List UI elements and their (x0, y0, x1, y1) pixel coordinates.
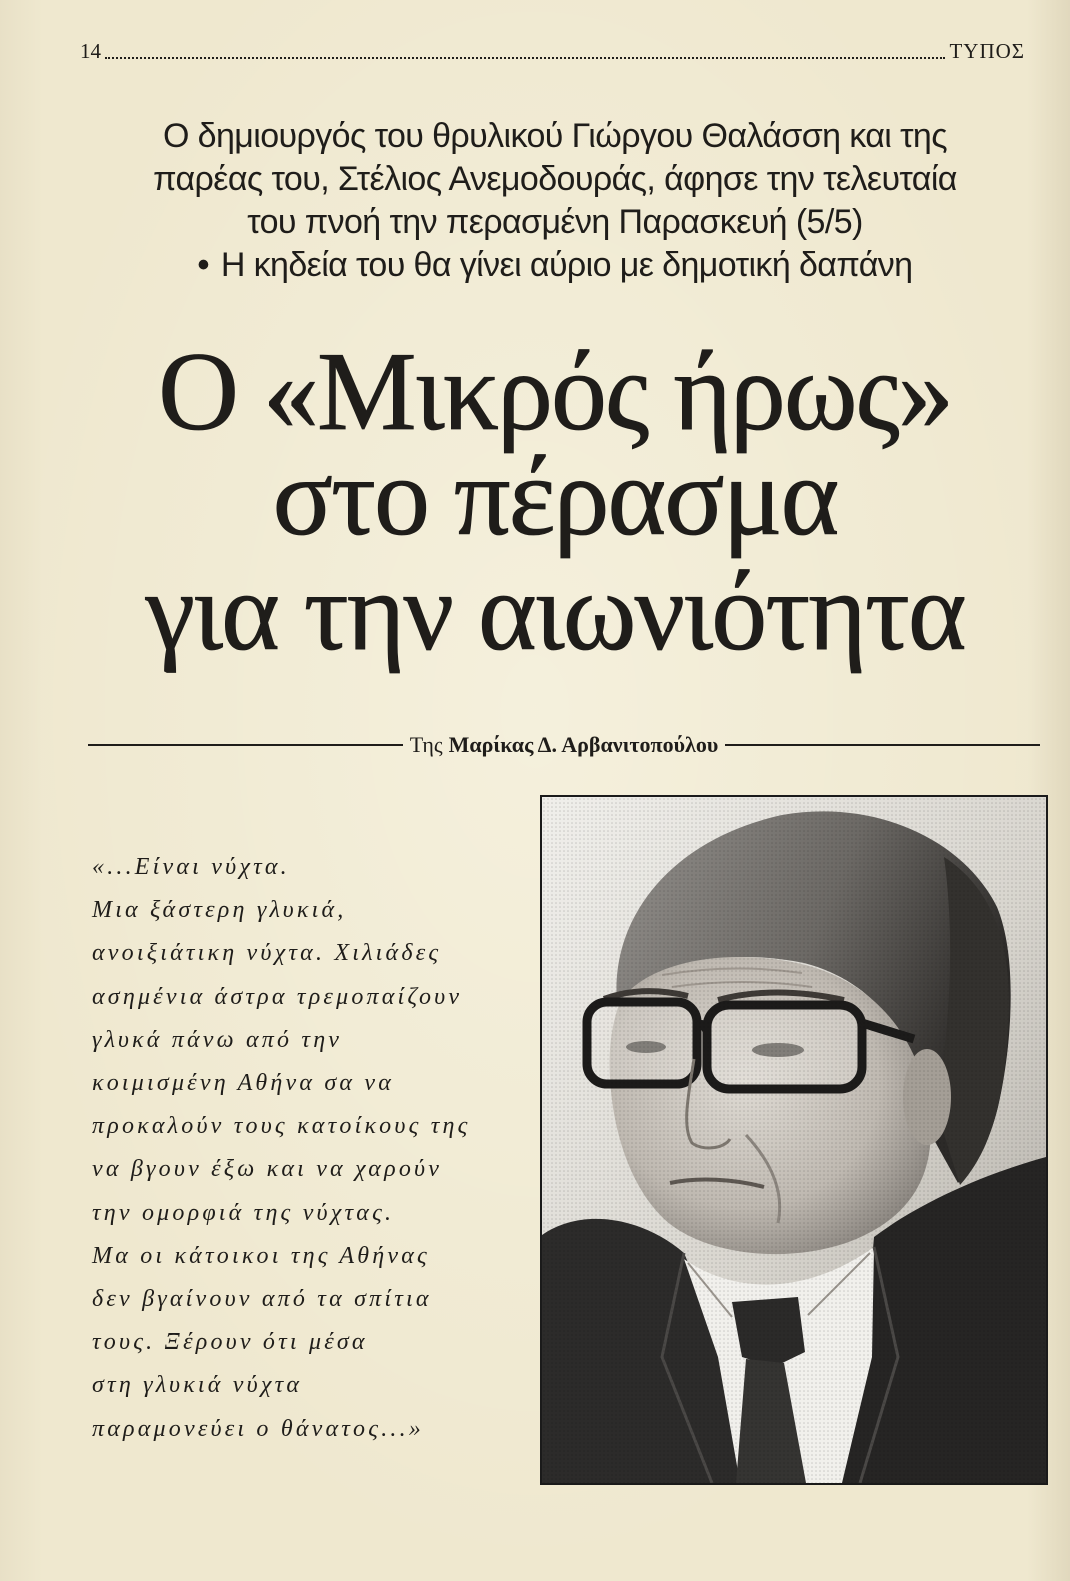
subheading-line: παρέας του, Στέλιος Ανεμοδουράς, άφησε την τελευταία (153, 160, 957, 198)
bullet-icon: • (197, 246, 209, 284)
subheading (45, 115, 1065, 287)
portrait-illustration (542, 797, 1046, 1483)
quote-line: Μια ξάστερη γλυκιά, (92, 897, 347, 924)
quote-line: γλυκά πάνω από την (92, 1026, 343, 1053)
quote-line: ασημένια άστρα τρεμοπαίζουν (92, 983, 463, 1010)
quote-line: «...Είναι νύχτα. (92, 854, 290, 880)
subheading-line: του πνοή την περασμένη Παρασκευή (5/5) (247, 203, 863, 241)
byline-text (403, 731, 726, 759)
quote-line: κοιμισμένη Αθήνα σα να (92, 1070, 395, 1097)
running-header (80, 38, 1025, 64)
byline-rule-right (725, 744, 1040, 746)
pull-quote (92, 846, 532, 1451)
byline (88, 731, 1040, 759)
quote-line: προκαλούν τους κατοίκους της (92, 1113, 471, 1140)
headline-line: στο πέρασμα (272, 435, 838, 559)
subheading-bullet-line (45, 244, 1065, 287)
subheading-line: Ο δημιουργός του θρυλικού Γιώργου Θαλάσση και της (162, 117, 948, 155)
portrait-photo (540, 795, 1048, 1485)
byline-rule-left (88, 744, 403, 746)
quote-line: Μα οι κάτοικοι της Αθήνας (92, 1242, 430, 1269)
byline-author: Μαρίκας Δ. Αρβανιτοπούλου (448, 732, 719, 757)
headline-line: Ο «Μικρός ήρως» (158, 330, 952, 454)
headline-line: για την αιωνιότητα (145, 550, 965, 674)
quote-line: ανοιξιάτικη νύχτα. Χιλιάδες (92, 940, 442, 967)
quote-line: την ομορφιά της νύχτας. (92, 1199, 395, 1226)
dotted-leader (105, 57, 945, 59)
quote-line: τους. Ξέρουν ότι μέσα (92, 1329, 368, 1356)
page-number: 14 (80, 39, 101, 63)
halftone-overlay (542, 797, 1046, 1483)
byline-prefix: Της (409, 732, 443, 757)
quote-line: να βγουν έξω και να χαρούν (92, 1156, 443, 1183)
quote-line: παραμονεύει ο θάνατος...» (92, 1415, 424, 1442)
publication-name: ΤΥΠΟΣ (949, 39, 1025, 63)
quote-line: στη γλυκιά νύχτα (92, 1372, 303, 1399)
funeral-note: Η κηδεία του θα γίνει αύριο με δημοτική δαπάνη (220, 246, 913, 284)
quote-line: δεν βγαίνουν από τα σπίτια (92, 1286, 432, 1313)
